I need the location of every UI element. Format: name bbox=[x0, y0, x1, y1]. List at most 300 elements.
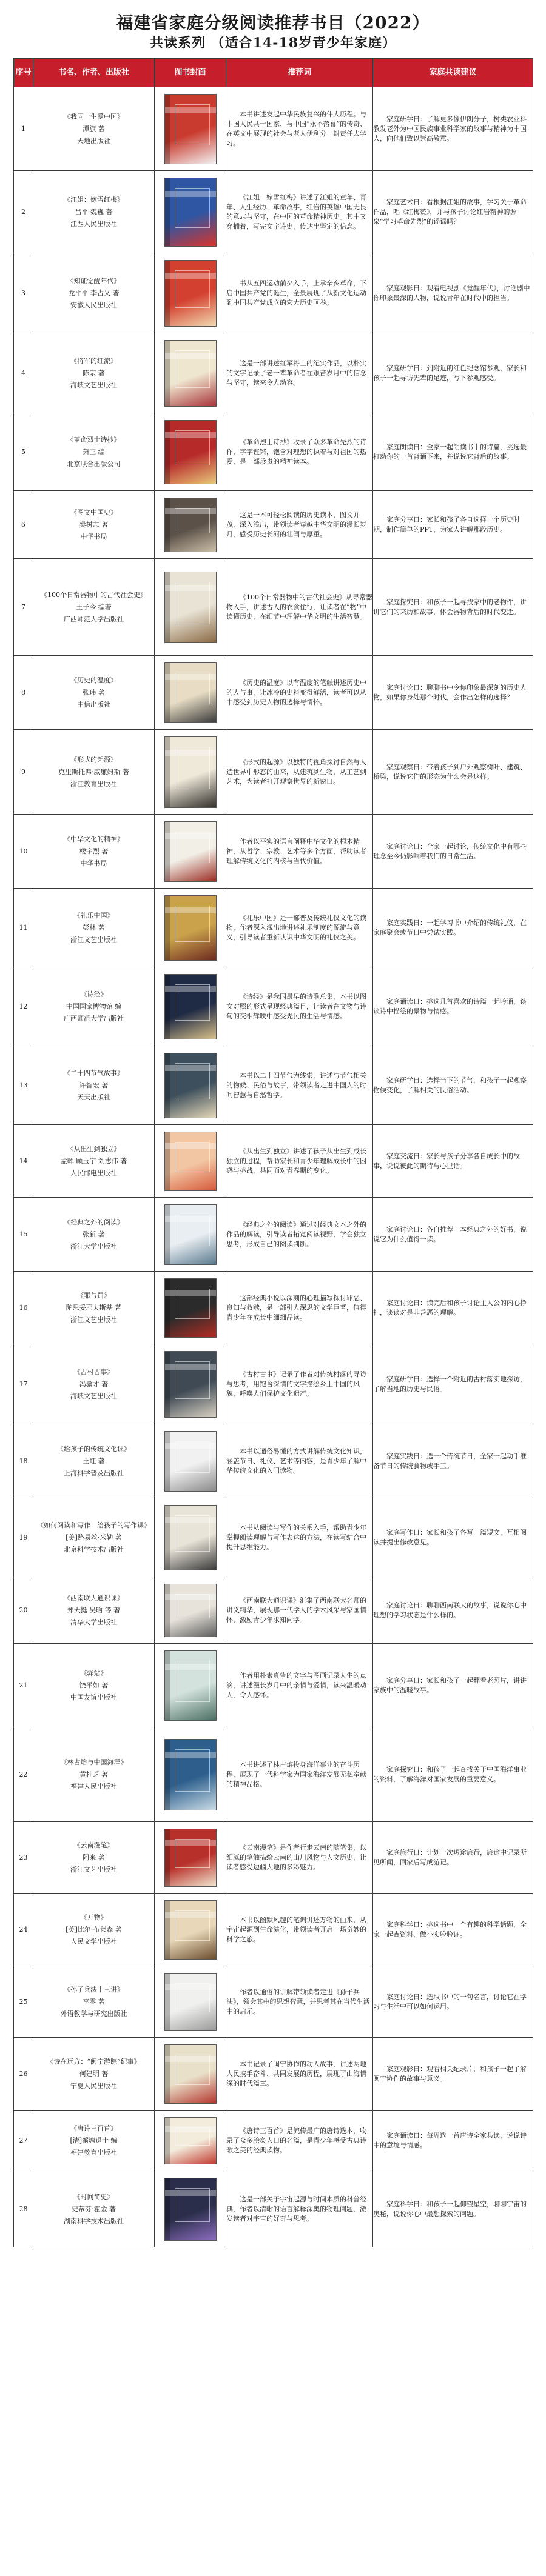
book-cover-image bbox=[164, 572, 217, 643]
book-cover-image bbox=[164, 1584, 217, 1637]
book-title: 《孙子兵法十三讲》 bbox=[64, 1985, 124, 1994]
table-row bbox=[14, 253, 533, 333]
suggestion-cell bbox=[373, 87, 533, 171]
suggestion-cell bbox=[373, 1822, 533, 1894]
book-info-cell bbox=[33, 1966, 155, 2038]
book-info-cell bbox=[33, 1046, 155, 1125]
row-number: 13 bbox=[14, 1046, 33, 1125]
suggestion-text: 家庭讨论日：读完后和孩子讨论主人公的内心挣扎，谈谈对是非善恶的理解。 bbox=[373, 1298, 527, 1316]
book-title: 《历史的温度》 bbox=[70, 676, 117, 684]
book-author: 冯骥才 著 bbox=[79, 1380, 109, 1388]
book-cover-cell bbox=[155, 1198, 226, 1272]
suggestion-text: 家庭交流日：家长与孩子分享各自成长中的故事，说说彼此的期待与心里话。 bbox=[373, 1152, 520, 1170]
book-title: 《图文中国史》 bbox=[70, 508, 117, 516]
book-cover-cell bbox=[155, 2171, 226, 2247]
book-spine bbox=[165, 2178, 170, 2240]
recommendation-text: 《西南联大通识课》汇集了西南联大名师的讲义精华，展现那一代学人的学术风采与家国情怀，激励青少年求知向学。 bbox=[226, 1596, 366, 1624]
table-row bbox=[14, 1272, 533, 1344]
book-publisher: 安徽人民出版社 bbox=[70, 301, 117, 309]
row-number: 16 bbox=[14, 1272, 33, 1344]
suggestion-cell bbox=[373, 889, 533, 967]
book-cover-cell bbox=[155, 889, 226, 967]
recommendation-cell bbox=[226, 87, 373, 171]
book-cover-cell bbox=[155, 1344, 226, 1424]
recommendation-text: 《诗经》是我国最早的诗歌总集，本书以图文对照的形式呈现经典篇目，让读者在文物与诗句的交相辉映中感受先民的生活与情感。 bbox=[226, 992, 366, 1020]
book-author: 龙平平 李占义 著 bbox=[68, 289, 120, 297]
suggestion-text: 家庭写作日：家长和孩子各写一篇短文，互相阅读并提出修改意见。 bbox=[373, 1528, 527, 1546]
book-cover-image bbox=[164, 736, 217, 808]
book-cover-cell bbox=[155, 1727, 226, 1822]
book-publisher: 上海科学普及出版社 bbox=[64, 1469, 124, 1477]
suggestion-text: 家庭艺术日：看根据江姐的故事，学习关于革命作品，唱《红梅赞》，并与孩子讨论红岩精神的源泉“学习革命先烈”的谣谣吗？ bbox=[373, 198, 527, 225]
suggestion-text: 家庭研学日：到附近的红色纪念馆参观，家长和孩子一起寻访先辈的足迹，写下参观感受。 bbox=[373, 364, 527, 382]
table-row bbox=[14, 656, 533, 730]
book-info-cell bbox=[33, 413, 155, 491]
suggestion-cell bbox=[373, 1272, 533, 1344]
book-spine bbox=[165, 1279, 170, 1337]
book-publisher: 中华书局 bbox=[80, 532, 107, 541]
recommendation-cell bbox=[226, 967, 373, 1046]
book-cover-image bbox=[164, 1505, 217, 1570]
recommendation-cell bbox=[226, 253, 373, 333]
book-cover-image bbox=[164, 1739, 217, 1810]
recommendation-text: 《经典之外的阅读》通过对经典文本之外的作品的解读，引导读者拓宽阅读视野，学会独立思考，形成自己的阅读判断。 bbox=[226, 1220, 366, 1248]
suggestion-text: 家庭实践日：一起学习书中介绍的传统礼仪，在家庭聚会或节日中尝试实践。 bbox=[373, 918, 527, 936]
book-spine bbox=[165, 95, 170, 164]
recommendation-cell bbox=[226, 2171, 373, 2247]
column-header-book: 书名、作者、出版社 bbox=[33, 59, 155, 87]
recommendation-text: 作者以通俗的讲解带领读者走进《孙子兵法》，领会其中的思想智慧，并思考其在当代生活中的启示。 bbox=[226, 1987, 370, 2015]
book-author: 饶平如 著 bbox=[79, 1681, 109, 1689]
book-spine bbox=[165, 1829, 170, 1886]
row-number: 4 bbox=[14, 333, 33, 413]
cover-frame bbox=[175, 747, 210, 789]
table-row bbox=[14, 1125, 533, 1198]
book-spine bbox=[165, 975, 170, 1039]
book-spine bbox=[165, 178, 170, 246]
book-info-cell bbox=[33, 1125, 155, 1198]
table-row bbox=[14, 2171, 533, 2247]
table-row bbox=[14, 2111, 533, 2171]
book-author: [美]路易丝·米勒 著 bbox=[66, 1533, 122, 1541]
recommendation-text: 《革命烈士诗抄》收录了众多革命先烈的诗作，字字铿锵，饱含对理想的执着与对祖国的热爱，是一部珍贵的精神读本。 bbox=[226, 438, 366, 465]
book-spine bbox=[165, 2045, 170, 2103]
book-author: 李零 著 bbox=[83, 1997, 105, 2006]
book-title: 《二十四节气故事》 bbox=[64, 1069, 124, 1077]
book-publisher: 浙江文艺出版社 bbox=[70, 1865, 117, 1874]
book-info-cell bbox=[33, 2111, 155, 2171]
recommendation-text: 作者用朴素真挚的文字与图画记录人生的点滴，讲述漫长岁月中的亲情与爱情，读来温暖动人，令人感怀。 bbox=[226, 1671, 366, 1699]
book-cover-cell bbox=[155, 413, 226, 491]
suggestion-cell bbox=[373, 730, 533, 815]
book-publisher: 宁夏人民出版社 bbox=[70, 2081, 117, 2090]
book-publisher: 北京科学技术出版社 bbox=[64, 1545, 124, 1553]
suggestion-cell bbox=[373, 2111, 533, 2171]
book-cover-image bbox=[164, 1431, 217, 1492]
suggestion-cell bbox=[373, 1894, 533, 1966]
book-author: 陈宗 著 bbox=[83, 369, 105, 377]
recommendation-cell bbox=[226, 1644, 373, 1727]
row-number: 5 bbox=[14, 413, 33, 491]
book-cover-cell bbox=[155, 1046, 226, 1125]
recommendation-text: 本书以通俗易懂的方式讲解传统文化知识，涵盖节日、礼仪、艺术等内容，是青少年了解中华传统文化的入门读物。 bbox=[226, 1447, 366, 1475]
row-number: 14 bbox=[14, 1125, 33, 1198]
book-info-cell bbox=[33, 1894, 155, 1966]
book-info-cell bbox=[33, 730, 155, 815]
row-number: 22 bbox=[14, 1727, 33, 1822]
book-info-cell bbox=[33, 1822, 155, 1894]
suggestion-text: 家庭实践日：选一个传统节日，全家一起动手准备节日的传统食物或手工。 bbox=[373, 1452, 527, 1470]
book-spine bbox=[165, 421, 170, 484]
book-author: [清]蘅塘退士 编 bbox=[70, 2136, 118, 2144]
book-author: 黄桂芝 著 bbox=[79, 1770, 109, 1778]
table-row bbox=[14, 2038, 533, 2111]
row-number: 25 bbox=[14, 1966, 33, 2038]
cover-frame bbox=[175, 1594, 210, 1618]
book-cover-cell bbox=[155, 87, 226, 171]
book-cover-image bbox=[164, 895, 217, 961]
cover-frame bbox=[175, 1215, 210, 1246]
table-row bbox=[14, 967, 533, 1046]
recommendation-text: 《江姐：嫁雪红梅》讲述了江姐的童年、青年、人生经历、革命故事，红岩的英雄中国无畏的意志与坚守，在中国的革命精神历史。其中又穿插着，写完文字诗史，传达出坚定的信念。 bbox=[226, 193, 366, 230]
book-title: 《驿站》 bbox=[80, 1669, 107, 1677]
book-title: 《中华文化的精神》 bbox=[64, 835, 124, 843]
recommendation-cell bbox=[226, 889, 373, 967]
book-publisher: 中信出版社 bbox=[77, 700, 110, 709]
book-cover-cell bbox=[155, 1644, 226, 1727]
book-title: 《江姐：嫁雪红梅》 bbox=[64, 195, 124, 204]
row-number: 21 bbox=[14, 1644, 33, 1727]
cover-frame bbox=[175, 430, 210, 465]
book-spine bbox=[165, 737, 170, 807]
recommendation-cell bbox=[226, 1344, 373, 1424]
column-header-cover: 图书封面 bbox=[155, 59, 226, 87]
book-author: 克里斯托弗·威廉姆斯 著 bbox=[58, 767, 129, 776]
row-number: 2 bbox=[14, 171, 33, 253]
recommendation-cell bbox=[226, 730, 373, 815]
cover-frame bbox=[175, 1063, 210, 1099]
suggestion-text: 家庭分享日：家长和孩子一起翻看老照片，讲讲家族中的温暖故事。 bbox=[373, 1676, 527, 1694]
suggestion-cell bbox=[373, 491, 533, 559]
cover-frame bbox=[175, 2127, 210, 2146]
table-row bbox=[14, 1727, 533, 1822]
book-cover-cell bbox=[155, 656, 226, 730]
book-cover-cell bbox=[155, 2038, 226, 2111]
book-publisher: 人民文学出版社 bbox=[70, 1937, 117, 1946]
recommendation-cell bbox=[226, 656, 373, 730]
book-author: 吕平 魏巍 著 bbox=[75, 207, 113, 216]
recommendation-text: 这部经典小说以深刻的心理描写探讨罪恶、良知与救赎，是一部引人深思的文学巨著，值得青少年在成长中细细品读。 bbox=[226, 1293, 366, 1321]
book-title: 《知证觉醒年代》 bbox=[67, 276, 121, 285]
recommendation-text: 《古村古事》记录了作者对传统村落的寻访与思考，用饱含深情的文字描绘乡土中国的风貌，呼唤人们保护文化遗产。 bbox=[226, 1370, 366, 1398]
cover-frame bbox=[175, 1661, 210, 1702]
suggestion-cell bbox=[373, 1344, 533, 1424]
book-info-cell bbox=[33, 171, 155, 253]
suggestion-cell bbox=[373, 253, 533, 333]
suggestion-text: 家庭诵读日：每周选一首唐诗全家共读，说说诗中的意境与情感。 bbox=[373, 2131, 527, 2149]
suggestion-cell bbox=[373, 2171, 533, 2247]
book-title: 《林占熔与中国海洋》 bbox=[60, 1758, 127, 1766]
table-row bbox=[14, 1577, 533, 1644]
row-number: 20 bbox=[14, 1577, 33, 1644]
book-cover-cell bbox=[155, 559, 226, 656]
recommendation-text: 《从出生到独立》讲述了孩子从出生到成长独立的过程，帮助家长和青少年理解成长中的困惑与挑战，共同面对青春期的变化。 bbox=[226, 1147, 366, 1175]
recommendation-cell bbox=[226, 2038, 373, 2111]
table-row bbox=[14, 1344, 533, 1424]
recommendation-cell bbox=[226, 1272, 373, 1344]
recommendation-cell bbox=[226, 1822, 373, 1894]
book-publisher: 中华书局 bbox=[80, 859, 107, 867]
suggestion-text: 家庭观影日：观看电视剧《觉醒年代》，讨论剧中你印象最深的人物，说说青年在时代中的担当。 bbox=[373, 284, 530, 302]
book-title: 《给孩子的传统文化课》 bbox=[57, 1444, 130, 1453]
recommendation-text: 本书记录了闽宁协作的动人故事，讲述两地人民携手奋斗、共同发展的历程，展现了山海情深的时代篇章。 bbox=[226, 2060, 366, 2087]
book-publisher: 北京联合出版公司 bbox=[67, 459, 121, 468]
recommendation-text: 本书以幽默风趣的笔调讲述万物的由来，从宇宙起源到生命演化，带领读者开启一场奇妙的科学之旅。 bbox=[226, 1915, 366, 1943]
book-spine bbox=[165, 896, 170, 960]
suggestion-cell bbox=[373, 1046, 533, 1125]
recommendation-text: 《历史的温度》以有温度的笔触讲述历史中的人与事，让冰冷的史料变得鲜活，读者可以从中感受到历史人物的选择与情怀。 bbox=[226, 678, 366, 706]
book-cover-cell bbox=[155, 491, 226, 559]
table-row bbox=[14, 730, 533, 815]
book-author: 彭林 著 bbox=[83, 923, 105, 932]
book-publisher: 湖南科学技术出版社 bbox=[64, 2217, 124, 2225]
row-number: 8 bbox=[14, 656, 33, 730]
cover-frame bbox=[175, 188, 210, 228]
book-title: 《革命烈士诗抄》 bbox=[67, 435, 121, 444]
recommendation-text: 《云南漫笔》是作者行走云南的随笔集，以细腻的笔触描绘云南的山川风物与人文历史，让读者感受边疆大地的多彩魅力。 bbox=[226, 1843, 366, 1871]
cover-frame bbox=[175, 984, 210, 1021]
book-cover-image bbox=[164, 1132, 217, 1191]
book-cover-cell bbox=[155, 815, 226, 889]
book-author: 楼宇烈 著 bbox=[79, 847, 109, 855]
row-number: 28 bbox=[14, 2171, 33, 2247]
book-info-cell bbox=[33, 1577, 155, 1644]
table-row bbox=[14, 889, 533, 967]
book-title: 《时间简史》 bbox=[73, 2192, 114, 2201]
suggestion-text: 家庭研学日：选择一个附近的古村落实地探访，了解当地的历史与民俗。 bbox=[373, 1375, 527, 1393]
book-publisher: 江西人民出版社 bbox=[70, 219, 117, 228]
recommendation-text: 本书讲述发起中华民族复兴的伟大历程。与中国人民共十国家、与中国“永不落幕”的传奇、在英文中展现的社会与老人伊利分一封责任去学习。 bbox=[226, 110, 367, 147]
recommendation-cell bbox=[226, 1424, 373, 1498]
book-spine bbox=[165, 1740, 170, 1810]
row-number: 19 bbox=[14, 1498, 33, 1577]
book-spine bbox=[165, 498, 170, 552]
book-spine bbox=[165, 1584, 170, 1637]
suggestion-cell bbox=[373, 2038, 533, 2111]
book-author: [英]比尔·布莱森 著 bbox=[66, 1925, 122, 1934]
book-publisher: 中国友谊出版社 bbox=[70, 1693, 117, 1701]
book-cover-image bbox=[164, 340, 217, 407]
column-header-recommendation: 推荐词 bbox=[226, 59, 373, 87]
recommendation-cell bbox=[226, 559, 373, 656]
book-title: 《云南漫笔》 bbox=[73, 1841, 114, 1849]
page-title: 福建省家庭分级阅读推荐书目（2022） bbox=[116, 13, 430, 33]
book-info-cell bbox=[33, 87, 155, 171]
book-publisher: 浙江文艺出版社 bbox=[70, 935, 117, 944]
suggestion-cell bbox=[373, 967, 533, 1046]
suggestion-text: 家庭研学日：了解更多像伊朗分子，树类农业科教发老外为中国民族事业科学家的故事与精神为中国人，向他们致以崇高敬意。 bbox=[373, 115, 527, 142]
book-cover-image bbox=[164, 420, 217, 484]
book-author: 王虹 著 bbox=[83, 1457, 105, 1465]
suggestion-text: 家庭探究日：和孩子一起寻找家中的老物件，讲讲它们的来历和故事，体会器物背后的时代变迁。 bbox=[373, 598, 527, 616]
book-cover-cell bbox=[155, 967, 226, 1046]
book-cover-image bbox=[164, 974, 217, 1039]
book-cover-image bbox=[164, 1900, 217, 1960]
table-row bbox=[14, 1644, 533, 1727]
book-publisher: 广西师范大学出版社 bbox=[64, 1014, 124, 1023]
suggestion-text: 家庭研学日：选择当下的节气，和孩子一起观察物候变化，了解相关的民俗活动。 bbox=[373, 1076, 527, 1094]
recommendation-cell bbox=[226, 171, 373, 253]
book-author: 王子今 编著 bbox=[76, 602, 112, 611]
suggestion-text: 家庭分享日：家长和孩子各自选择一个历史时期，制作简单的PPT，为家人讲解那段历史。 bbox=[373, 515, 520, 533]
row-number: 12 bbox=[14, 967, 33, 1046]
recommendation-cell bbox=[226, 1046, 373, 1125]
suggestion-cell bbox=[373, 1966, 533, 2038]
book-cover-cell bbox=[155, 1272, 226, 1344]
table-row bbox=[14, 1198, 533, 1272]
book-title: 《诗经》 bbox=[80, 990, 107, 998]
cover-frame bbox=[175, 1749, 210, 1792]
suggestion-text: 家庭科学日：和孩子一起仰望星空，聊聊宇宙的奥秘，说说你心中最想探索的问题。 bbox=[373, 2200, 527, 2218]
book-info-cell bbox=[33, 967, 155, 1046]
suggestion-cell bbox=[373, 1727, 533, 1822]
recommendation-text: 本书以二十四节气为线索，讲述与节气相关的物候、民俗与故事，带领读者走进中国人的时间智慧与自然哲学。 bbox=[226, 1071, 366, 1099]
book-info-cell bbox=[33, 2038, 155, 2111]
book-title: 《100个日常器物中的古代社会史》 bbox=[41, 590, 147, 599]
recommendation-text: 这是一本可轻松阅读的历史读本，图文并茂、深入浅出，带领读者穿越中华文明的漫长岁月，感受历史长河的壮阔与厚重。 bbox=[226, 510, 366, 538]
book-cover-image bbox=[164, 178, 217, 247]
book-spine bbox=[165, 1205, 170, 1264]
book-cover-image bbox=[164, 1351, 217, 1418]
recommendation-cell bbox=[226, 1727, 373, 1822]
suggestion-text: 家庭讨论日：全家一起讨论，传统文化中有哪些理念至今仍影响着我们的日常生活。 bbox=[373, 842, 527, 860]
book-title: 《罪与罚》 bbox=[77, 1291, 110, 1300]
table-header-row bbox=[14, 59, 533, 87]
book-cover-image bbox=[164, 662, 217, 723]
book-cover-image bbox=[164, 821, 217, 882]
book-publisher: 广西师范大学出版社 bbox=[64, 615, 124, 623]
row-number: 11 bbox=[14, 889, 33, 967]
book-spine bbox=[165, 341, 170, 406]
book-cover-image bbox=[164, 1973, 217, 2031]
book-info-cell bbox=[33, 1344, 155, 1424]
book-cover-cell bbox=[155, 1894, 226, 1966]
book-info-cell bbox=[33, 333, 155, 413]
suggestion-cell bbox=[373, 1125, 533, 1198]
book-publisher: 福建教育出版社 bbox=[70, 2148, 117, 2157]
column-header-suggestion: 家庭共读建议 bbox=[373, 59, 533, 87]
recommendation-cell bbox=[226, 1498, 373, 1577]
recommendation-text: 本书讲述了林占熔投身海洋事业的奋斗历程，展现了一代科学家为国家海洋发展无私奉献的精神品格。 bbox=[226, 1760, 366, 1788]
cover-frame bbox=[175, 2055, 210, 2085]
suggestion-cell bbox=[373, 656, 533, 730]
book-list-table bbox=[13, 58, 533, 2247]
recommendation-text: 这是一部关于宇宙起源与时间本质的科普经典，作者以清晰的语言解释深奥的物理问题，激发读者对宇宙的好奇与思考。 bbox=[226, 2195, 366, 2223]
book-info-cell bbox=[33, 1424, 155, 1498]
book-info-cell bbox=[33, 1272, 155, 1344]
book-title: 《万物》 bbox=[80, 1913, 107, 1921]
book-publisher: 浙江大学出版社 bbox=[70, 1242, 117, 1250]
cover-frame bbox=[175, 1983, 210, 2012]
recommendation-cell bbox=[226, 1577, 373, 1644]
book-cover-image bbox=[164, 2178, 217, 2241]
recommendation-cell bbox=[226, 1198, 373, 1272]
suggestion-text: 家庭朗读日：全家一起朗读书中的诗篇，挑选最打动你的一首背诵下来，并说说它背后的故事。 bbox=[373, 442, 527, 461]
cover-frame bbox=[175, 104, 210, 145]
book-cover-cell bbox=[155, 171, 226, 253]
book-cover-image bbox=[164, 1650, 217, 1721]
row-number: 7 bbox=[14, 559, 33, 656]
suggestion-text: 家庭讨论日：各自推荐一本经典之外的好书，说说它为什么值得一读。 bbox=[373, 1225, 527, 1243]
book-cover-cell bbox=[155, 730, 226, 815]
book-info-cell bbox=[33, 1198, 155, 1272]
book-publisher: 浙江文艺出版社 bbox=[70, 1315, 117, 1324]
book-spine bbox=[165, 2118, 170, 2164]
cover-frame bbox=[175, 673, 210, 704]
table-row bbox=[14, 1822, 533, 1894]
book-cover-cell bbox=[155, 1966, 226, 2038]
recommendation-text: 书从五四运动前夕入手，上承辛亥革命，下启中国共产党的诞生，全景展现了从新文化运动到中国共产党成立的宏大历史画卷。 bbox=[226, 279, 366, 307]
book-cover-cell bbox=[155, 1577, 226, 1644]
suggestion-text: 家庭观影日：观看相关纪录片，和孩子一起了解闽宁协作的故事与意义。 bbox=[373, 2064, 527, 2083]
cover-frame bbox=[175, 1910, 210, 1941]
suggestion-text: 家庭诵读日：挑选几首喜欢的诗篇一起吟诵，谈谈诗中描绘的景物与情感。 bbox=[373, 997, 527, 1015]
recommendation-text: 作者以平实的语言阐释中华文化的根本精神，从哲学、宗教、艺术等多个方面，帮助读者理解传统文化的内核与当代价值。 bbox=[226, 837, 366, 865]
book-author: 阿来 著 bbox=[83, 1853, 105, 1861]
book-spine bbox=[165, 1651, 170, 1720]
book-spine bbox=[165, 1352, 170, 1417]
book-publisher: 浙江教育出版社 bbox=[70, 779, 117, 788]
cover-frame bbox=[175, 832, 210, 863]
recommendation-cell bbox=[226, 1966, 373, 2038]
book-cover-image bbox=[164, 498, 217, 552]
suggestion-text: 家庭讨论日：聊聊书中令你印象最深刻的历史人物，如果你身处那个时代，会作出怎样的选择？ bbox=[373, 683, 527, 701]
book-info-cell bbox=[33, 1498, 155, 1577]
table-row bbox=[14, 559, 533, 656]
row-number: 17 bbox=[14, 1344, 33, 1424]
book-title: 《从出生到独立》 bbox=[67, 1144, 121, 1153]
book-cover-cell bbox=[155, 1424, 226, 1498]
book-publisher: 海峡文艺出版社 bbox=[70, 1392, 117, 1400]
book-author: 何建明 著 bbox=[79, 2069, 109, 2078]
book-cover-image bbox=[164, 1204, 217, 1265]
book-publisher: 天地出版社 bbox=[77, 136, 110, 145]
cover-frame bbox=[175, 1441, 210, 1473]
book-cover-cell bbox=[155, 2111, 226, 2171]
recommendation-cell bbox=[226, 413, 373, 491]
book-info-cell bbox=[33, 559, 155, 656]
book-spine bbox=[165, 663, 170, 722]
book-title: 《西南联大通识课》 bbox=[64, 1593, 124, 1602]
suggestion-cell bbox=[373, 1577, 533, 1644]
cover-frame bbox=[175, 582, 210, 624]
book-author: 张新 著 bbox=[83, 1230, 105, 1238]
suggestion-cell bbox=[373, 413, 533, 491]
table-row bbox=[14, 333, 533, 413]
row-number: 6 bbox=[14, 491, 33, 559]
page-subtitle: 共读系列 （适合14-18岁青少年家庭） bbox=[149, 35, 397, 51]
book-info-cell bbox=[33, 656, 155, 730]
book-author: 张玮 著 bbox=[83, 688, 105, 696]
cover-frame bbox=[175, 1361, 210, 1399]
recommendation-text: 《100个日常器物中的古代社会史》从寻常器物入手，讲述古人的衣食住行，让读者在“物”中读懂历史，在细节中理解中华文明的生活智慧。 bbox=[226, 593, 372, 621]
book-info-cell bbox=[33, 491, 155, 559]
book-cover-image bbox=[164, 2044, 217, 2104]
book-publisher: 天天出版社 bbox=[77, 1093, 110, 1101]
suggestion-cell bbox=[373, 1644, 533, 1727]
recommendation-cell bbox=[226, 1125, 373, 1198]
cover-frame bbox=[175, 1839, 210, 1868]
